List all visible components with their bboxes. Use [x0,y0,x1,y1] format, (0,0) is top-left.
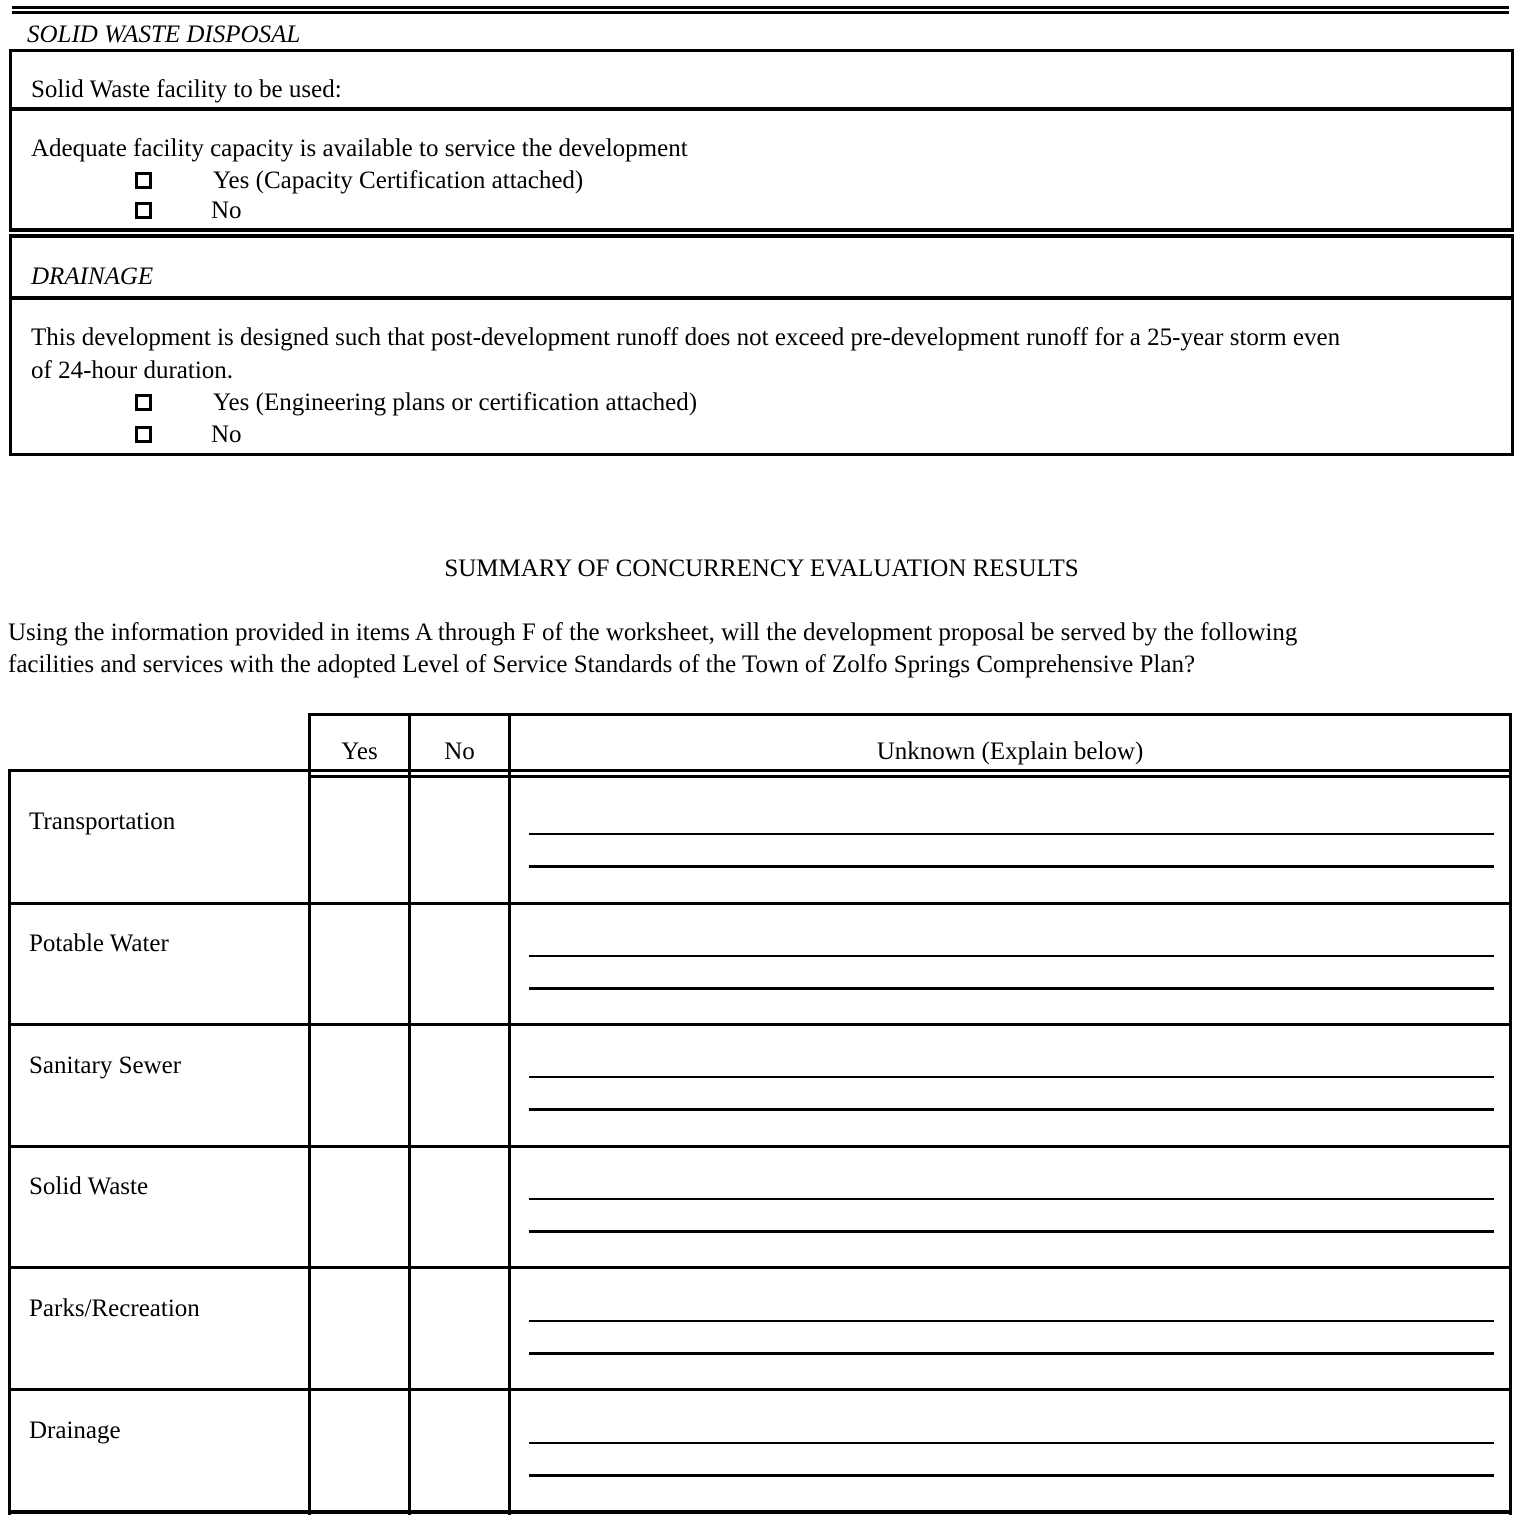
explain-line-potable-water-1[interactable] [529,955,1494,957]
table-bottom [8,1510,1512,1514]
solid-waste-divider [9,107,1514,111]
yes-cell-potable-water[interactable] [311,905,408,1023]
yes-cell-sanitary-sewer[interactable] [311,1026,408,1144]
summary-intro-line1: Using the information provided in items A through F of the worksheet, will the development proposal be served by the following [8,619,1298,646]
table-left-edge [8,769,11,1515]
capacity-no-label: No [211,197,242,224]
no-cell-drainage[interactable] [411,1391,508,1509]
explain-line-parks-recreation-2[interactable] [529,1352,1494,1355]
drainage-section-title: DRAINAGE [31,263,154,290]
row-label-drainage: Drainage [29,1417,121,1444]
explain-line-sanitary-sewer-1[interactable] [529,1076,1494,1078]
section-double-rule-1 [9,228,1514,232]
yes-cell-transportation[interactable] [311,778,408,902]
explain-line-transportation-2[interactable] [529,865,1494,868]
row-divider-2 [8,1023,1512,1026]
summary-intro-line2: facilities and services with the adopted Level of Service Standards of the Town of Zolfo Springs Comprehensive Plan? [8,651,1196,678]
row-label-solid-waste: Solid Waste [29,1173,149,1200]
row-divider-1 [8,902,1512,905]
yes-cell-parks-recreation[interactable] [311,1269,408,1387]
explain-line-solid-waste-1[interactable] [529,1198,1494,1200]
explain-line-potable-water-2[interactable] [529,987,1494,990]
top-rule-1 [12,6,1509,9]
explain-line-drainage-1[interactable] [529,1442,1494,1444]
capacity-yes-checkbox[interactable] [135,172,152,189]
row-divider-5 [8,1388,1512,1391]
explain-line-sanitary-sewer-2[interactable] [529,1108,1494,1111]
no-cell-parks-recreation[interactable] [411,1269,508,1387]
explain-line-transportation-1[interactable] [529,833,1494,835]
top-rule-2 [12,11,1509,14]
no-cell-transportation[interactable] [411,778,508,902]
header-yes: Yes [341,738,378,765]
solid-waste-section-title: SOLID WASTE DISPOSAL [27,21,301,48]
no-cell-sanitary-sewer[interactable] [411,1026,508,1144]
header-unknown: Unknown (Explain below) [876,738,1144,765]
summary-title: SUMMARY OF CONCURRENCY EVALUATION RESULTS [444,555,1079,582]
no-cell-solid-waste[interactable] [411,1148,508,1266]
capacity-question: Adequate facility capacity is available to service the development [31,135,688,162]
table-col-line-3 [508,713,511,1515]
explain-line-parks-recreation-1[interactable] [529,1320,1494,1322]
table-header-top [308,713,1512,716]
drainage-no-checkbox[interactable] [135,426,152,443]
header-rule-1 [8,769,1512,772]
row-label-potable-water: Potable Water [29,930,169,957]
capacity-yes-label: Yes (Capacity Certification attached) [213,167,584,194]
no-cell-potable-water[interactable] [411,905,508,1023]
row-label-transportation: Transportation [29,808,176,835]
yes-cell-solid-waste[interactable] [311,1148,408,1266]
yes-cell-drainage[interactable] [311,1391,408,1509]
row-divider-3 [8,1145,1512,1148]
row-label-sanitary-sewer: Sanitary Sewer [29,1052,182,1079]
capacity-no-checkbox[interactable] [135,202,152,219]
table-right-edge [1509,713,1512,1515]
drainage-no-label: No [211,421,242,448]
drainage-question-line2: of 24-hour duration. [31,357,234,384]
row-divider-4 [8,1266,1512,1269]
drainage-yes-checkbox[interactable] [135,394,152,411]
drainage-yes-label: Yes (Engineering plans or certification attached) [213,389,698,416]
drainage-question-line1: This development is designed such that post-development runoff does not exceed pre-development runoff for a 25-year storm even [31,324,1341,351]
solid-waste-facility-label: Solid Waste facility to be used: [31,76,342,103]
drainage-divider [9,296,1514,300]
explain-line-drainage-2[interactable] [529,1474,1494,1477]
row-label-parks-recreation: Parks/Recreation [29,1295,200,1322]
explain-line-solid-waste-2[interactable] [529,1230,1494,1233]
header-no: No [444,738,475,765]
